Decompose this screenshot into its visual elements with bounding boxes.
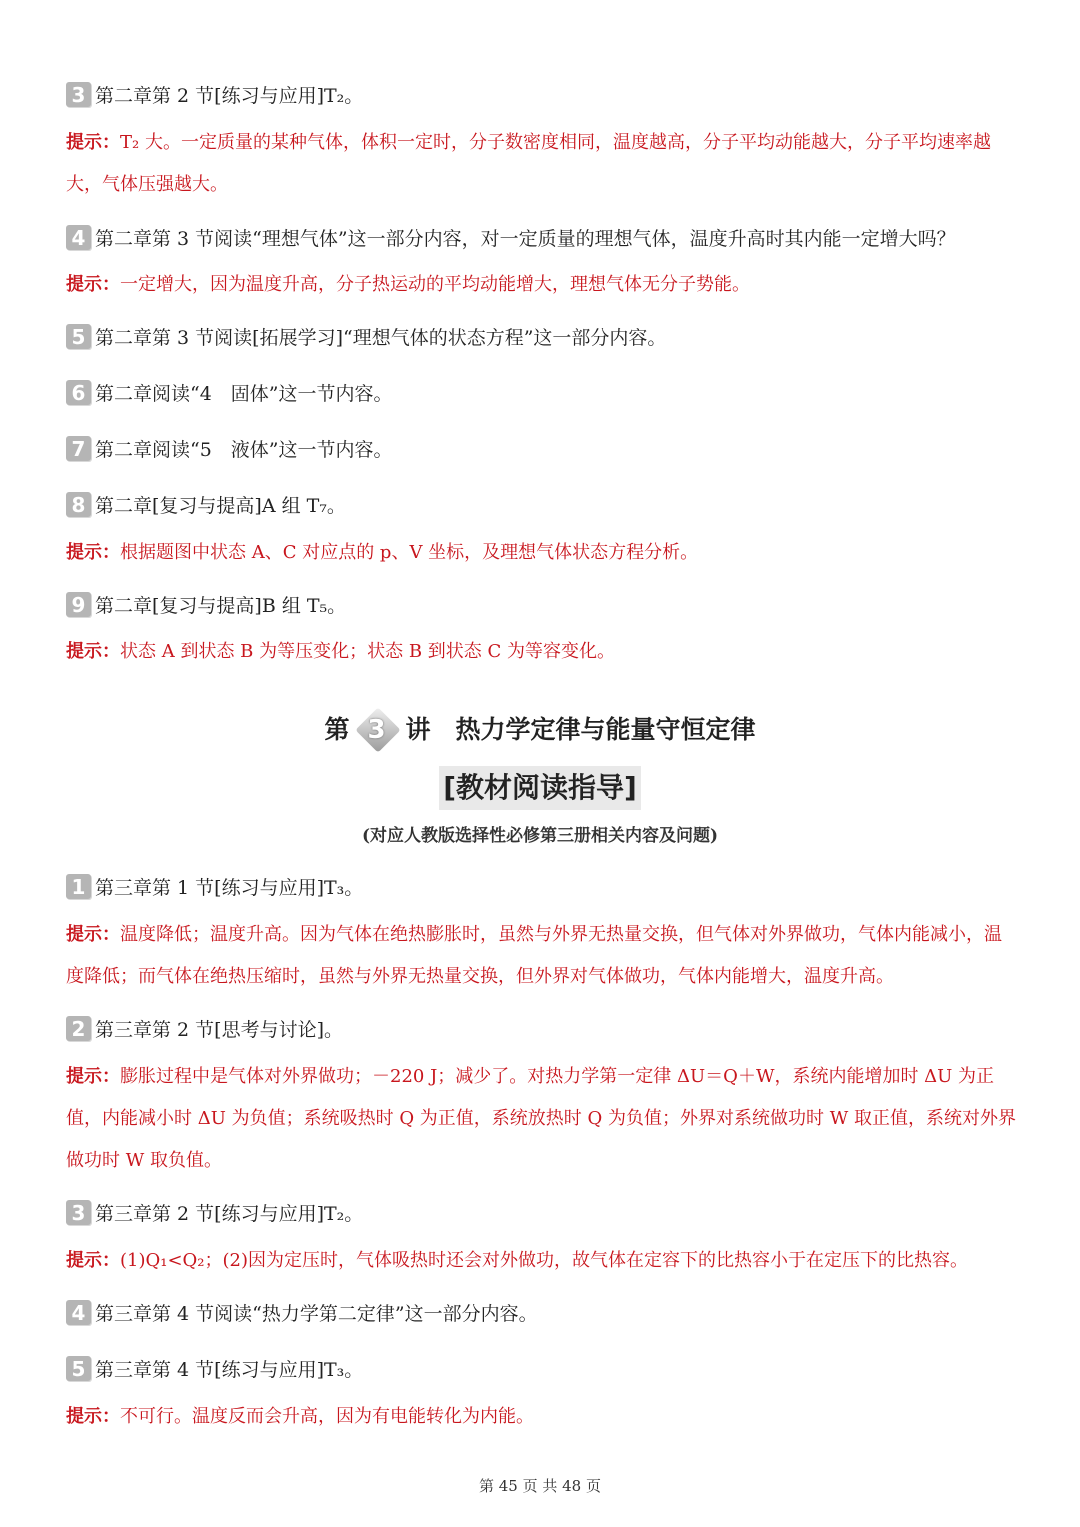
number-badge: 3	[66, 1200, 91, 1225]
page-footer: 第 45 页 共 48 页	[478, 1477, 601, 1495]
hint-block	[66, 631, 1016, 673]
question-item	[66, 1200, 363, 1230]
hint-block	[66, 1396, 1016, 1438]
guide-title-text: [教材阅读指导]	[439, 766, 641, 810]
hint-block	[66, 1056, 1016, 1182]
number-badge: 2	[66, 1016, 91, 1041]
question-text: 第三章第 2 节[练习与应用]T₂。	[95, 1203, 364, 1225]
hint-label: 提示：	[66, 542, 120, 563]
question-text: 第二章第 3 节阅读[拓展学习]“理想气体的状态方程”这一部分内容。	[95, 327, 667, 349]
question-text: 第二章阅读“5 液体”这一节内容。	[95, 439, 393, 461]
hint-text: 一定增大，因为温度升高，分子热运动的平均动能增大，理想气体无分子势能。	[120, 274, 750, 295]
hint-text: 根据题图中状态 A、C 对应点的 p、V 坐标，及理想气体状态方程分析。	[120, 542, 699, 563]
hint-label: 提示：	[66, 1406, 120, 1427]
number-badge: 1	[66, 874, 91, 899]
lecture-heading	[0, 700, 1080, 760]
hint-label: 提示：	[66, 641, 120, 662]
lecture-number: 3	[367, 715, 386, 745]
question-item	[66, 874, 363, 904]
question-item	[66, 1300, 538, 1330]
question-text: 第三章第 1 节[练习与应用]T₃。	[95, 877, 364, 899]
guide-title	[0, 766, 1080, 812]
question-item	[66, 380, 393, 410]
number-badge: 3	[66, 82, 91, 107]
number-badge: 7	[66, 436, 91, 461]
question-text: 第二章[复习与提高]B 组 T₅。	[95, 595, 347, 617]
hint-text: 温度降低；温度升高。因为气体在绝热膨胀时，虽然与外界无热量交换，但气体对外界做功，气体内能减小，温度降低；而气体在绝热压缩时，虽然与外界无热量交换，但外界对气体做功，气体内能增大，温度升高。	[66, 924, 1002, 987]
question-text: 第二章[复习与提高]A 组 T₇。	[95, 495, 346, 517]
question-text: 第三章第 4 节[练习与应用]T₃。	[95, 1359, 364, 1381]
number-badge: 6	[66, 380, 91, 405]
question-text: 第三章第 4 节阅读“热力学第二定律”这一部分内容。	[95, 1303, 538, 1325]
hint-text: T₂ 大。一定质量的某种气体，体积一定时，分子数密度相同，温度越高，分子平均动能越大，分子平均速率越大，气体压强越大。	[66, 132, 991, 195]
lecture-prefix: 第	[324, 715, 350, 744]
question-item	[66, 436, 393, 466]
question-item	[66, 225, 956, 255]
question-item	[66, 324, 666, 354]
hint-block	[66, 532, 1016, 574]
number-badge: 9	[66, 592, 91, 617]
question-item	[66, 592, 346, 622]
lecture-title: 讲 热力学定律与能量守恒定律	[405, 715, 756, 744]
number-badge: 4	[66, 225, 91, 250]
question-item	[66, 1356, 363, 1386]
number-badge: 4	[66, 1300, 91, 1325]
hint-label: 提示：	[66, 1066, 120, 1087]
hint-block	[66, 264, 1016, 306]
number-badge: 5	[66, 1356, 91, 1381]
lecture-number-badge	[354, 708, 400, 754]
question-item	[66, 492, 346, 522]
hint-text: 不可行。温度反而会升高，因为有电能转化为内能。	[120, 1406, 534, 1427]
question-text: 第三章第 2 节[思考与讨论]。	[95, 1019, 343, 1041]
hint-block	[66, 122, 1016, 206]
question-text: 第二章第 2 节[练习与应用]T₂。	[95, 85, 364, 107]
hint-block	[66, 1240, 1016, 1282]
hint-label: 提示：	[66, 274, 120, 295]
hint-text: 膨胀过程中是气体对外界做功；－220 J；减少了。对热力学第一定律 ΔU＝Q＋W，系统内能增加时 ΔU 为正值，内能减小时 ΔU 为负值；系统吸热时 Q 为正值，系统放热时 Q 为负值；外界对系统做功时 W 取正值，系统对外界做功时 W 取负值。	[66, 1066, 1016, 1171]
number-badge: 8	[66, 492, 91, 517]
question-item	[66, 82, 363, 112]
hint-text: 状态 A 到状态 B 为等压变化；状态 B 到状态 C 为等容变化。	[120, 641, 615, 662]
subtitle: (对应人教版选择性必修第三册相关内容及问题)	[361, 826, 719, 846]
hint-label: 提示：	[66, 132, 120, 153]
hint-block	[66, 914, 1016, 998]
question-text: 第二章阅读“4 固体”这一节内容。	[95, 383, 393, 405]
hint-label: 提示：	[66, 1250, 120, 1271]
question-item	[66, 1016, 343, 1046]
hint-label: 提示：	[66, 924, 120, 945]
question-text: 第二章第 3 节阅读“理想气体”这一部分内容，对一定质量的理想气体，温度升高时其内能一定增大吗？	[95, 228, 956, 250]
number-badge: 5	[66, 324, 91, 349]
hint-text: (1)Q₁<Q₂；(2)因为定压时，气体吸热时还会对外做功，故气体在定容下的比热容小于在定压下的比热容。	[120, 1250, 969, 1271]
